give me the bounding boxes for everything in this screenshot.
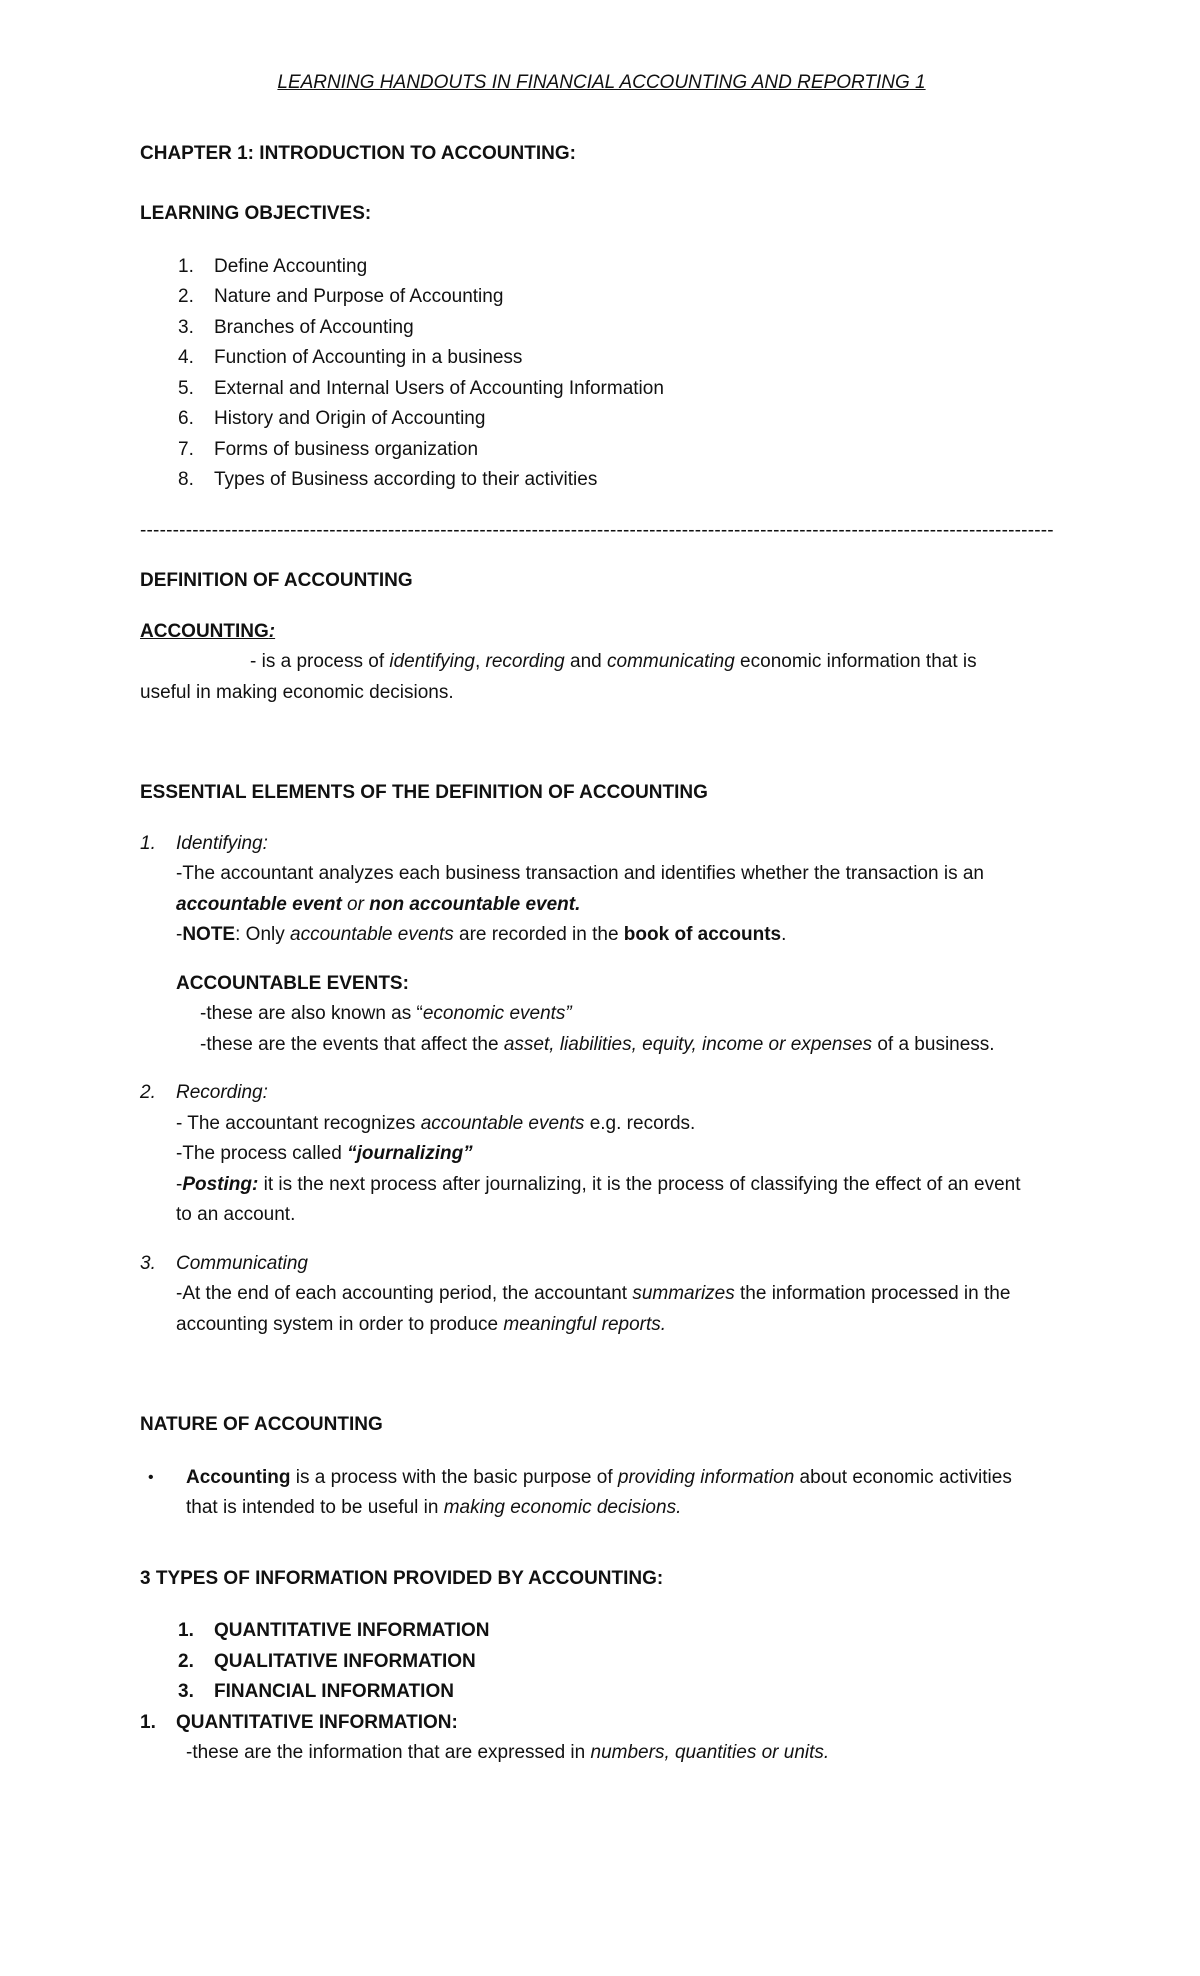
list-item	[140, 282, 1063, 313]
list-number: 5.	[178, 377, 194, 399]
list-text: Function of Accounting in a business	[214, 347, 523, 368]
element-number: 3.	[140, 1252, 156, 1274]
element-text: -Posting: it is the next process after journalizing, it is the process of classifying the effect of an event	[176, 1173, 1021, 1195]
list-number: 7.	[178, 438, 194, 460]
list-item	[140, 343, 1063, 374]
list-number: 2.	[178, 1650, 194, 1672]
list-text: Define Accounting	[214, 255, 368, 277]
element-text: -At the end of each accounting period, the accountant summarizes the information processed in the	[176, 1283, 1011, 1304]
types-list	[140, 1616, 1063, 1708]
list-item	[140, 1677, 1063, 1708]
list-text: Branches of Accounting	[214, 316, 414, 338]
list-number: 3.	[178, 316, 194, 338]
list-text: External and Internal Users of Accounting Information	[214, 377, 664, 399]
element-identifying	[140, 829, 1063, 1061]
list-number: 4.	[178, 347, 194, 368]
element-text: -these are also known as “economic events”	[200, 1003, 572, 1024]
term-colon: :	[268, 620, 276, 642]
element-text: -these are the information that are expressed in numbers, quantities or units.	[186, 1742, 830, 1763]
list-text: QUANTITATIVE INFORMATION	[214, 1620, 490, 1641]
list-number: 1.	[178, 255, 194, 277]
chapter-heading: CHAPTER 1: INTRODUCTION TO ACCOUNTING:	[140, 142, 576, 164]
nature-bullet	[140, 1463, 1063, 1524]
document-title: LEARNING HANDOUTS IN FINANCIAL ACCOUNTING AND REPORTING 1	[277, 72, 926, 93]
element-text: -The accountant analyzes each business transaction and identifies whether the transaction is an	[176, 863, 984, 884]
element-number: 1.	[140, 1711, 156, 1733]
definition-line-2: useful in making economic decisions.	[140, 681, 454, 703]
element-recording	[140, 1078, 1063, 1231]
element-text: to an account.	[176, 1204, 296, 1225]
list-item	[140, 252, 1063, 283]
list-text: History and Origin of Accounting	[214, 408, 486, 429]
list-text: Types of Business according to their activities	[214, 469, 598, 490]
element-text: accountable event or non accountable event.	[176, 893, 581, 915]
bullet-icon: •	[148, 1468, 154, 1486]
element-number: 2.	[140, 1082, 156, 1103]
list-item	[140, 465, 1063, 496]
list-number: 2.	[178, 286, 194, 307]
note-line: -NOTE: Only accountable events are recorded in the book of accounts.	[176, 924, 787, 945]
elements-heading: ESSENTIAL ELEMENTS OF THE DEFINITION OF ACCOUNTING	[140, 782, 708, 803]
bullet-text: that is intended to be useful in making economic decisions.	[186, 1497, 682, 1518]
list-text: FINANCIAL INFORMATION	[214, 1681, 454, 1702]
element-text: accounting system in order to produce meaningful reports.	[176, 1313, 667, 1335]
element-title: Communicating	[176, 1252, 308, 1274]
element-text: - The accountant recognizes accountable events e.g. records.	[176, 1112, 696, 1134]
section-separator: --------------------------------------------------------------------------------------------------------------------------------------------	[140, 519, 1054, 541]
element-communicating	[140, 1249, 1063, 1341]
list-number: 8.	[178, 469, 194, 490]
element-text: -these are the events that affect the asset, liabilities, equity, income or expenses of a business.	[200, 1033, 995, 1055]
element-title: Identifying:	[176, 832, 268, 854]
element-text: -The process called “journalizing”	[176, 1143, 473, 1164]
types-heading: 3 TYPES OF INFORMATION PROVIDED BY ACCOUNTING:	[140, 1567, 664, 1589]
list-item	[140, 374, 1063, 405]
definition-line-1: - is a process of identifying, recording and communicating economic information that is	[250, 651, 977, 672]
definition-term	[140, 617, 1063, 648]
objectives-heading: LEARNING OBJECTIVES:	[140, 203, 372, 224]
list-number: 1.	[178, 1620, 194, 1641]
list-text: QUALITATIVE INFORMATION	[214, 1650, 476, 1672]
quantitative-info	[140, 1708, 1063, 1769]
list-item	[140, 404, 1063, 435]
list-text: Nature and Purpose of Accounting	[214, 286, 504, 307]
definition-heading: DEFINITION OF ACCOUNTING	[140, 570, 413, 591]
term-label: ACCOUNTING	[140, 620, 269, 642]
list-item	[140, 1616, 1063, 1647]
element-title: Recording:	[176, 1082, 268, 1103]
list-number: 3.	[178, 1681, 194, 1702]
list-number: 6.	[178, 408, 194, 429]
list-item	[140, 313, 1063, 344]
list-item	[140, 1647, 1063, 1678]
bullet-text: Accounting is a process with the basic purpose of providing information about economic activities	[186, 1466, 1012, 1488]
list-item	[140, 435, 1063, 466]
accountable-events-heading: ACCOUNTABLE EVENTS:	[176, 972, 409, 994]
element-title: QUANTITATIVE INFORMATION:	[176, 1711, 458, 1733]
element-number: 1.	[140, 832, 156, 854]
objectives-list	[140, 252, 1063, 496]
nature-heading: NATURE OF ACCOUNTING	[140, 1414, 383, 1435]
list-text: Forms of business organization	[214, 438, 479, 460]
